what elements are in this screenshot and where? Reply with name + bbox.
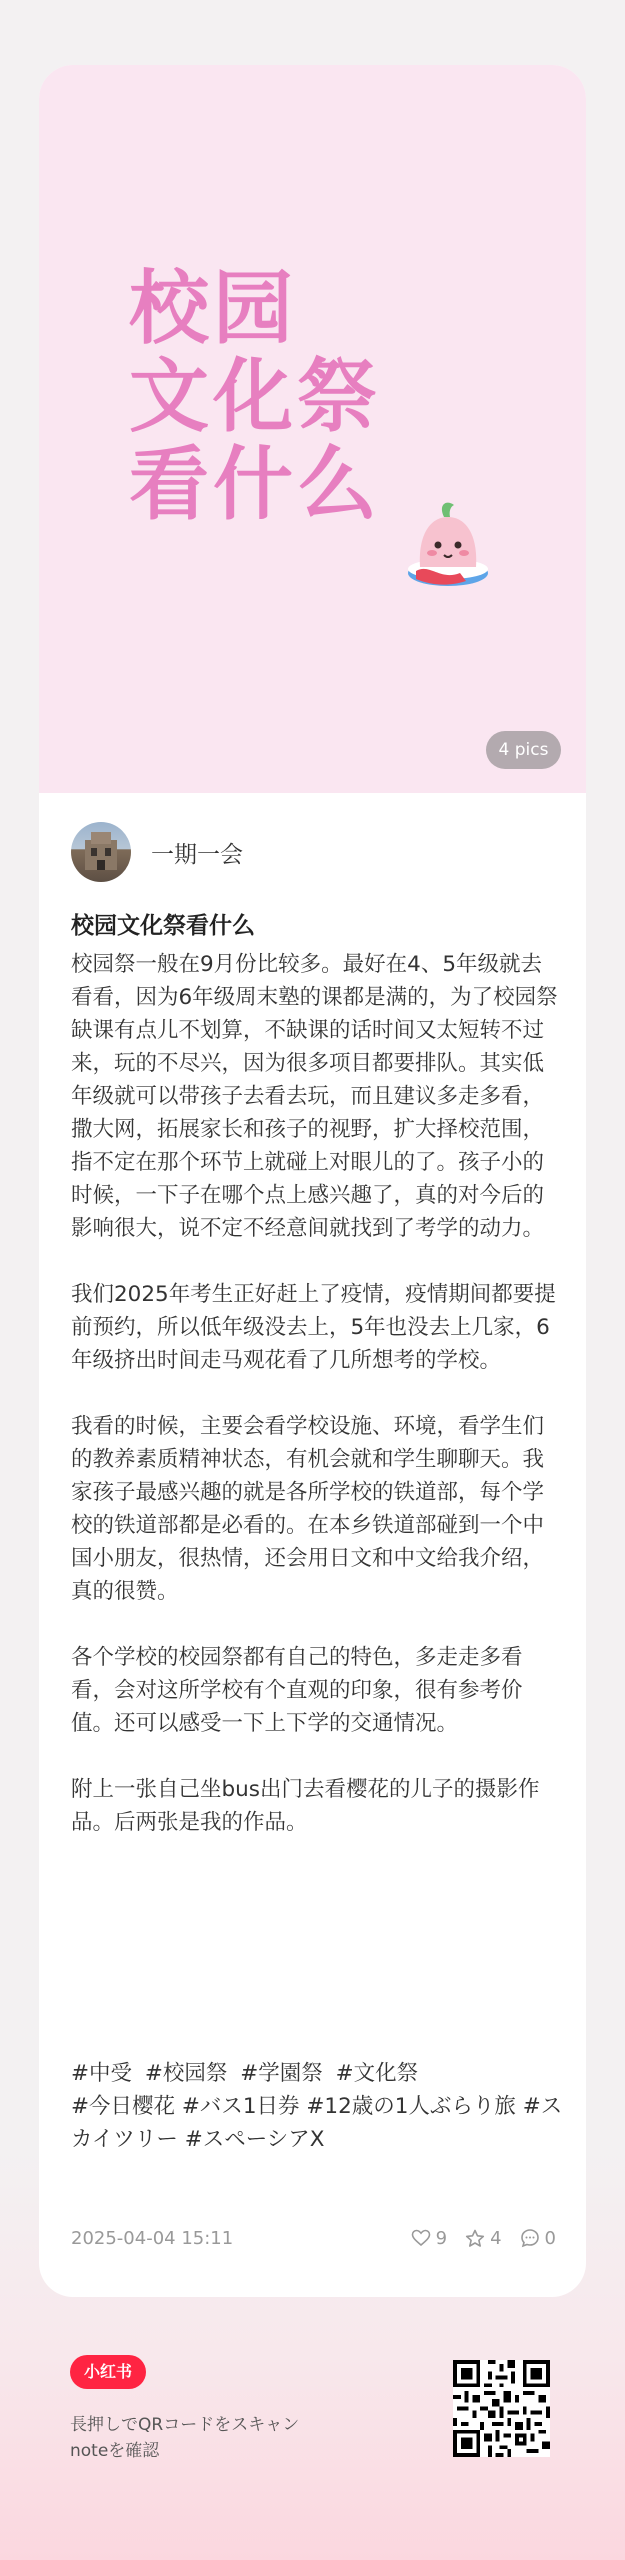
cover-title: [129, 262, 381, 531]
like-button[interactable]: [411, 2228, 447, 2249]
post-title: 校园文化祭看什么: [71, 913, 255, 939]
cover-image[interactable]: [39, 65, 586, 793]
favorite-count: 4: [490, 2227, 502, 2249]
tag-link[interactable]: #校园祭: [144, 2061, 228, 2086]
footer-line-2: noteを確認: [70, 2441, 160, 2461]
post-body: [71, 948, 561, 1872]
building-photo-avatar-icon: [71, 822, 131, 882]
tag-link[interactable]: #中受: [71, 2061, 133, 2086]
post-meta: [71, 2223, 556, 2253]
heart-icon: [411, 2229, 431, 2247]
footer-scan-hint: [70, 2412, 299, 2464]
post-paragraph-5: 附上一张自己坐bus出门去看樱花的儿子的摄影作品。后两张是我的作品。: [71, 1777, 540, 1835]
author-avatar[interactable]: [71, 822, 131, 882]
post-paragraph-3: 我看的时候，主要会看学校设施、环境，看学生们的教养素质精神状态，有机会就和学生聊聊天。我家孩子最感兴趣的就是各所学校的铁道部，每个学校的铁道部都是必看的。在本乡铁道部碰到一个中国小朋友，很热情，还会用日文和中文给我介绍，真的很赞。: [71, 1414, 545, 1604]
star-icon: [465, 2229, 485, 2248]
peach-mascot-icon: [400, 495, 496, 591]
post-date: 2025-04-04 15:11: [71, 2227, 234, 2249]
cover-title-line-1: 校园: [129, 262, 297, 355]
post-paragraph-4: 各个学校的校园祭都有自己的特色，多走走多看看，会对这所学校有个直观的印象，很有参考价值。还可以感受一下上下学的交通情况。: [71, 1645, 523, 1736]
tags-line-2[interactable]: #今日樱花 #バス1日券 #12歳の1人ぶらり旅 #スカイツリー #スペーシアX: [71, 2094, 563, 2152]
comment-count: 0: [544, 2227, 556, 2249]
like-count: 9: [435, 2227, 448, 2249]
tag-link[interactable]: #学園祭: [240, 2061, 323, 2086]
tag-link[interactable]: #文化祭: [335, 2061, 419, 2086]
note-card: [39, 65, 586, 2297]
cover-title-line-2: 文化祭: [129, 350, 381, 443]
author-name[interactable]: 一期一会: [151, 841, 243, 868]
footer-line-1: 長押しでQRコードをスキャン: [70, 2415, 300, 2435]
post-paragraph-1: 校园祭一般在9月份比较多。最好在4、5年级就去看看，因为6年级周末塾的课都是满的，为了校园祭缺课有点儿不划算，不缺课的话时间又太短转不过来，玩的不尽兴，因为很多项目都要排队。其实低年级就可以带孩子去看去玩，而且建议多走多看，撒大网，拓展家长和孩子的视野，扩大择校范围，指不定在那个环节上就碰上对眼儿的了。孩子小的时候，一下子在哪个点上感兴趣了，真的对今后的影响很大，说不定不经意间就找到了考学的动力。: [71, 952, 558, 1241]
qr-code-icon[interactable]: [453, 2360, 550, 2457]
cover-title-line-3: 看什么: [129, 438, 381, 531]
comment-bubble-icon: [520, 2228, 540, 2248]
xiaohongshu-logo: 小红书: [70, 2355, 146, 2389]
post-tags: [71, 2057, 571, 2156]
favorite-button[interactable]: [465, 2228, 501, 2249]
tags-line-1: [71, 2057, 571, 2090]
pics-count-badge: 4 pics: [486, 731, 561, 769]
comment-button[interactable]: [520, 2228, 556, 2249]
post-paragraph-2: 我们2025年考生正好赶上了疫情，疫情期间都要提前预约，所以低年级没去上，5年也没去上几家，6年级挤出时间走马观花看了几所想考的学校。: [71, 1282, 556, 1373]
author-row[interactable]: [71, 822, 243, 882]
